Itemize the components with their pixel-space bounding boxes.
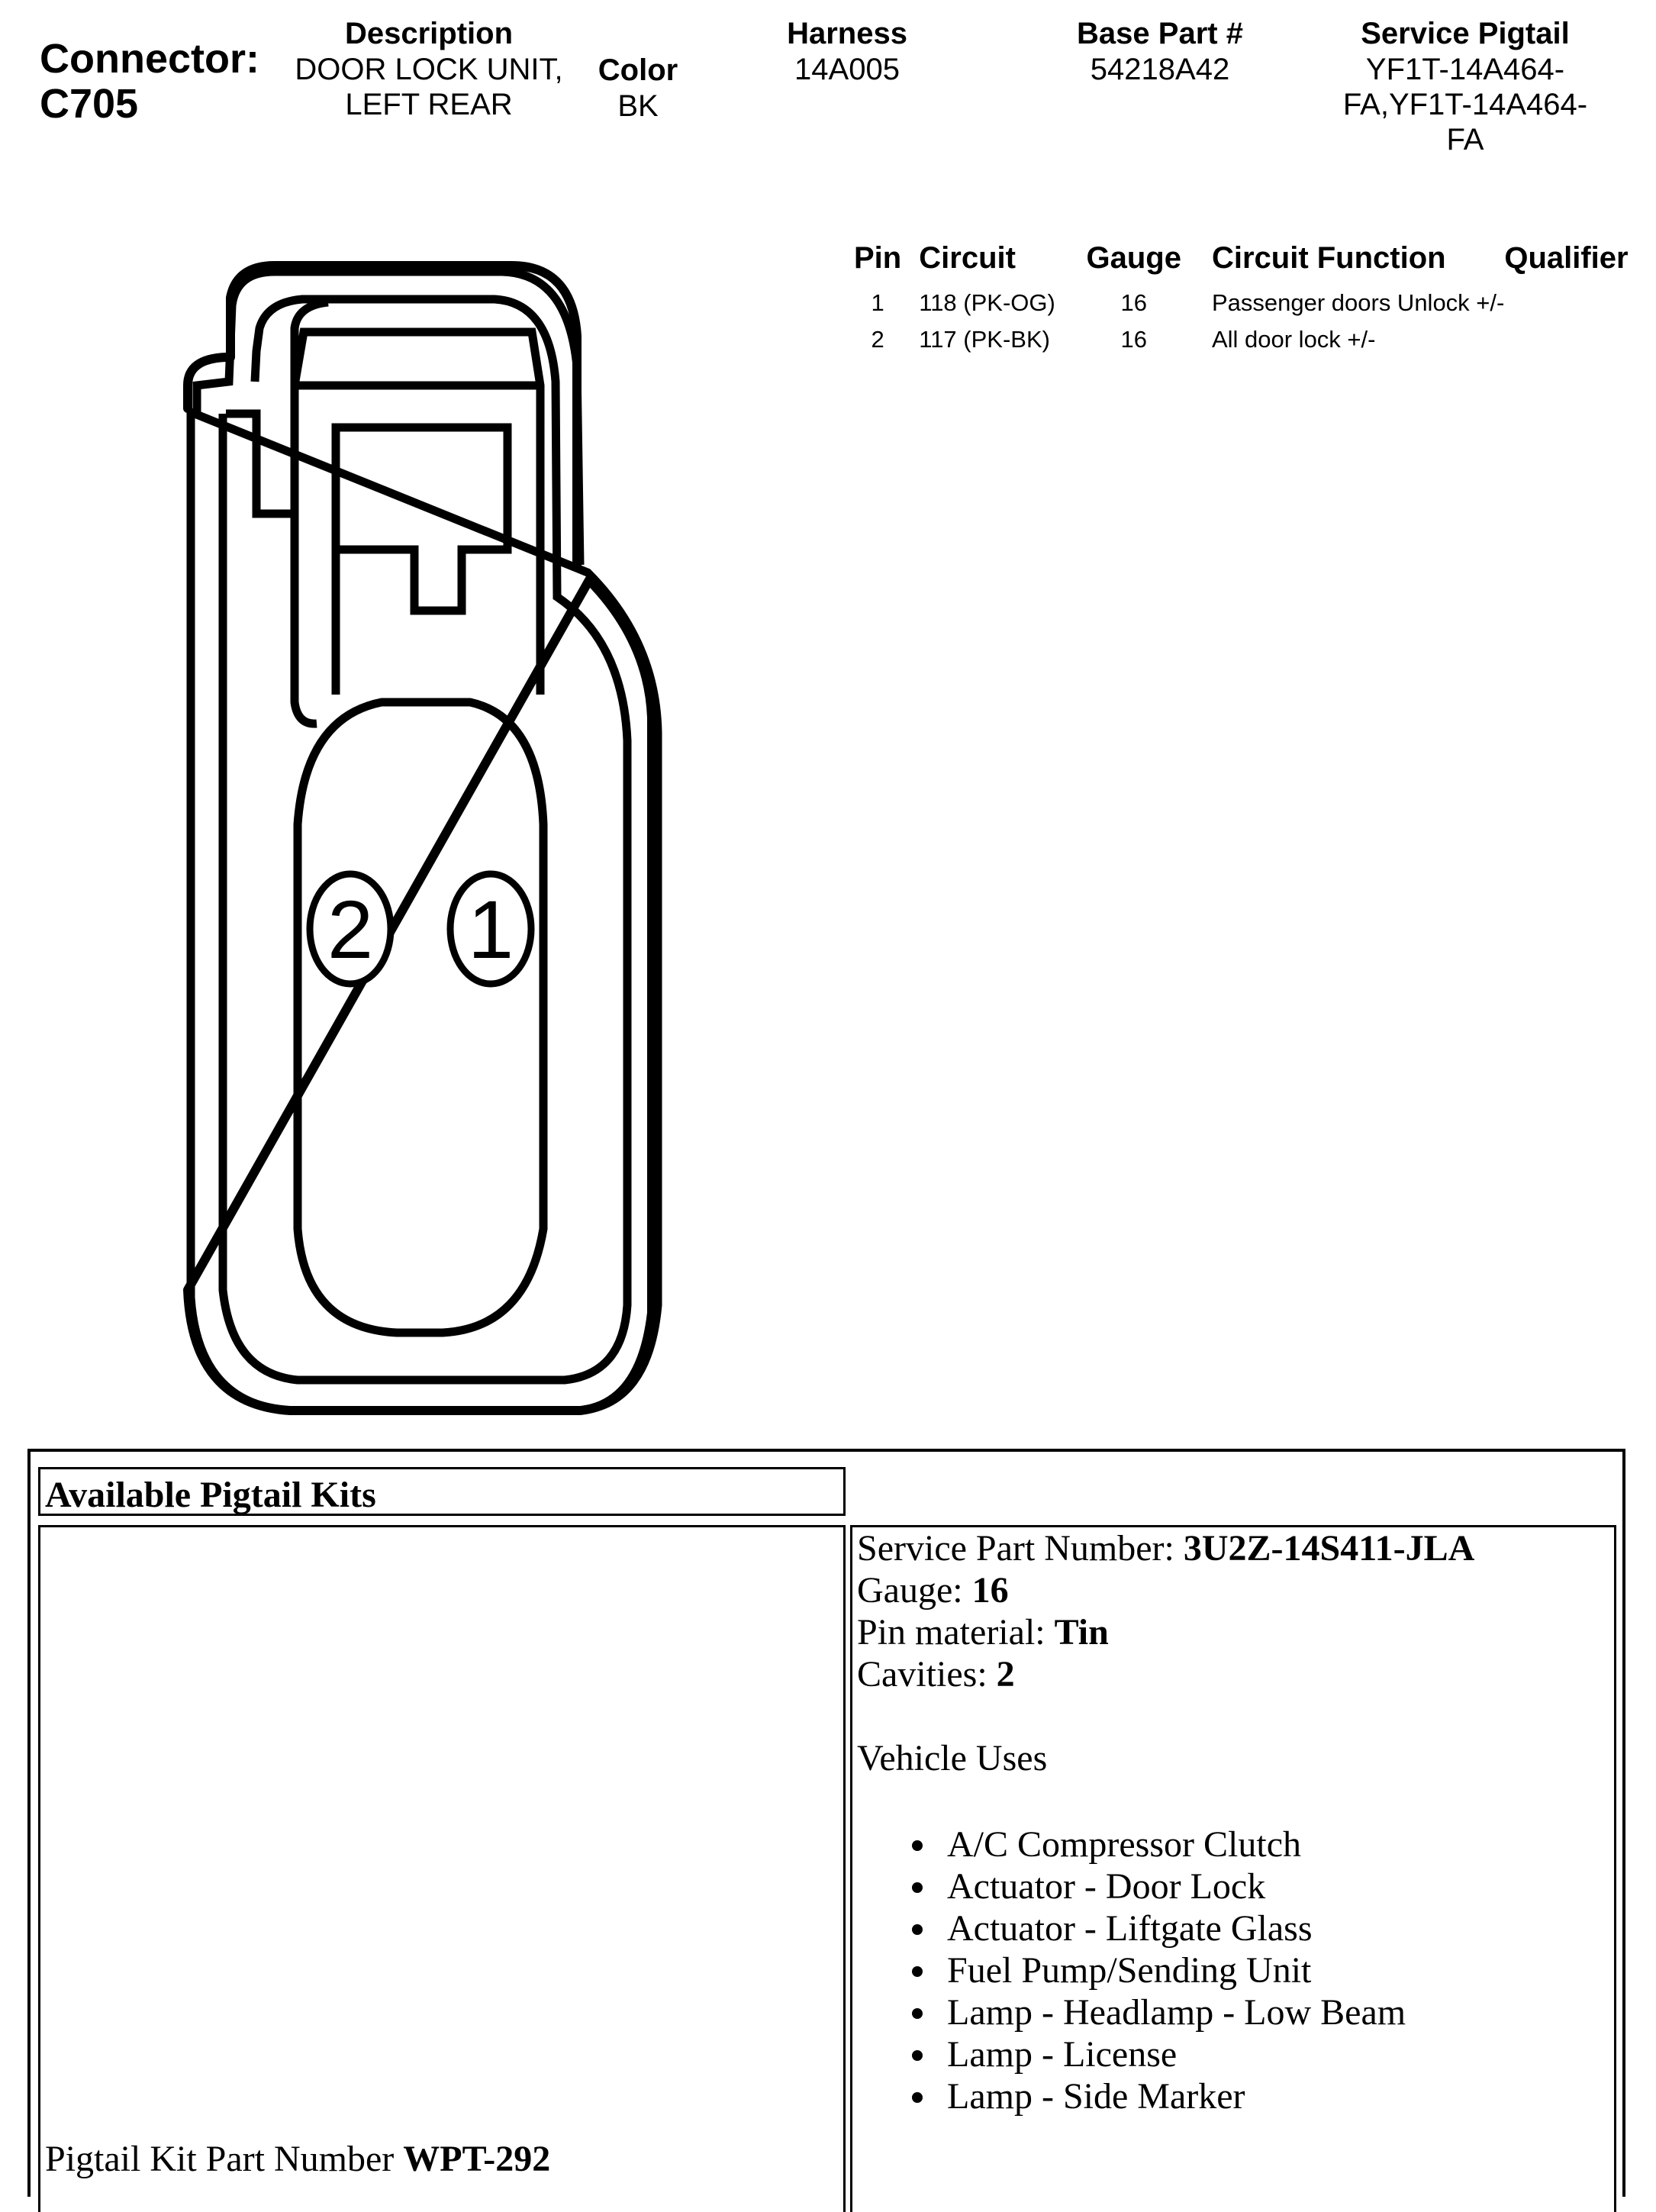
- gauge-label: Gauge:: [857, 1570, 972, 1611]
- qualifier-cell: [1504, 321, 1656, 358]
- pin-2-cavity: [310, 874, 391, 984]
- pin-cell: 2: [871, 326, 884, 353]
- circuit-cell: 118 (PK-OG): [919, 289, 1055, 316]
- circuit-function-cell: Passenger doors Unlock +/-: [1211, 289, 1505, 316]
- service-pigtail-column: [1313, 15, 1618, 157]
- vehicle-use-text: Actuator - Liftgate Glass: [947, 1908, 1313, 1949]
- bullet-icon: [912, 2092, 923, 2103]
- description-column: [276, 15, 582, 122]
- list-item: [852, 1907, 1614, 1949]
- bullet-icon: [912, 2050, 923, 2061]
- connector-title: [40, 37, 259, 127]
- pigtail-kits-header-cell: [38, 1467, 846, 1516]
- list-item: [852, 1991, 1614, 2033]
- pin-cell: 1: [871, 289, 884, 316]
- service-pigtail-line-2: FA,YF1T-14A464-: [1342, 88, 1588, 121]
- qualifier-cell: [1504, 285, 1656, 321]
- table-row: [836, 285, 1656, 321]
- gauge-header: Gauge: [1086, 241, 1181, 275]
- service-part-number-line: [857, 1527, 1614, 1569]
- base-part-value: 54218A42: [1090, 53, 1230, 86]
- cavities-label: Cavities:: [857, 1654, 997, 1694]
- base-part-label: Base Part #: [1077, 17, 1243, 50]
- circuit-header: Circuit: [919, 241, 1016, 275]
- connector-id: C705: [40, 81, 139, 127]
- pin-1-cavity: [450, 874, 531, 984]
- service-pigtail-line-1: YF1T-14A464-: [1365, 53, 1565, 86]
- pin-1-label: 1: [467, 883, 514, 975]
- pigtail-image-cell: [38, 1525, 846, 2212]
- vehicle-uses-list: [852, 1823, 1614, 2117]
- gauge-cell: 16: [1120, 326, 1147, 353]
- vehicle-use-text: Actuator - Door Lock: [947, 1866, 1266, 1907]
- latch-window: [336, 427, 507, 611]
- list-item: [852, 1823, 1614, 1865]
- qualifier-header: Qualifier: [1504, 241, 1629, 275]
- housing-outer-ring: [191, 272, 658, 1411]
- gauge-cell: 16: [1120, 289, 1147, 316]
- housing-inner-ring: [223, 299, 627, 1380]
- vehicle-use-text: A/C Compressor Clutch: [947, 1824, 1301, 1865]
- list-item: [852, 2075, 1614, 2117]
- cavities-value: 2: [996, 1654, 1015, 1694]
- pigtail-kit-part-line: [45, 2138, 550, 2180]
- description-line-1: DOOR LOCK UNIT,: [295, 53, 563, 86]
- description-label: Description: [344, 17, 514, 50]
- base-part-column: [1053, 15, 1267, 87]
- vehicle-use-text: Lamp - License: [947, 2034, 1178, 2075]
- harness-label: Harness: [787, 17, 907, 50]
- service-pigtail-line-3: FA: [1446, 123, 1484, 156]
- pin-material-label: Pin material:: [857, 1612, 1055, 1653]
- service-pigtail-label: Service Pigtail: [1361, 17, 1570, 50]
- pin-material-value: Tin: [1054, 1612, 1109, 1653]
- connector-label: Connector:: [40, 36, 259, 82]
- pin-material-line: [857, 1611, 1614, 1653]
- list-item: [852, 1949, 1614, 1991]
- service-part-number-value: 3U2Z-14S411-JLA: [1183, 1528, 1475, 1569]
- harness-value: 14A005: [794, 53, 900, 86]
- vehicle-uses-title: Vehicle Uses: [857, 1738, 1048, 1778]
- pigtail-kit-part-label: Pigtail Kit Part Number: [45, 2139, 404, 2179]
- list-item: [852, 2033, 1614, 2075]
- pin-2-label: 2: [327, 883, 374, 975]
- list-item: [852, 1865, 1614, 1907]
- bullet-icon: [912, 1966, 923, 1977]
- circuit-cell: 117 (PK-BK): [919, 326, 1050, 353]
- connector-face-drawing: [153, 244, 687, 1435]
- color-column: [577, 52, 699, 124]
- pin-cavity-body: [298, 702, 543, 1333]
- service-part-number-label: Service Part Number:: [857, 1528, 1184, 1569]
- circuit-function-cell: All door lock +/-: [1211, 326, 1376, 353]
- pigtail-kit-part-value: WPT-292: [403, 2139, 551, 2179]
- vehicle-use-text: Fuel Pump/Sending Unit: [947, 1950, 1312, 1991]
- pigtail-kits-title: Available Pigtail Kits: [45, 1475, 376, 1515]
- pin-table: [836, 241, 1656, 358]
- vehicle-use-text: Lamp - Headlamp - Low Beam: [947, 1992, 1406, 2033]
- bullet-icon: [912, 1840, 923, 1851]
- table-row: [836, 321, 1656, 358]
- pin-table-header-row: [836, 241, 1656, 285]
- cavities-line: [857, 1653, 1614, 1695]
- color-label: Color: [598, 53, 678, 87]
- description-line-2: LEFT REAR: [345, 88, 513, 121]
- pigtail-kits-section: [27, 1449, 1625, 2197]
- color-value: BK: [617, 89, 659, 123]
- gauge-line: [857, 1569, 1614, 1611]
- pin-header: Pin: [854, 241, 902, 275]
- harness-column: [763, 15, 931, 87]
- pigtail-details-cell: [850, 1525, 1616, 2212]
- gauge-value: 16: [971, 1570, 1009, 1611]
- bullet-icon: [912, 2008, 923, 2019]
- vehicle-use-text: Lamp - Side Marker: [947, 2076, 1245, 2117]
- bullet-icon: [912, 1882, 923, 1893]
- circuit-function-header: Circuit Function: [1211, 241, 1446, 275]
- bullet-icon: [912, 1924, 923, 1935]
